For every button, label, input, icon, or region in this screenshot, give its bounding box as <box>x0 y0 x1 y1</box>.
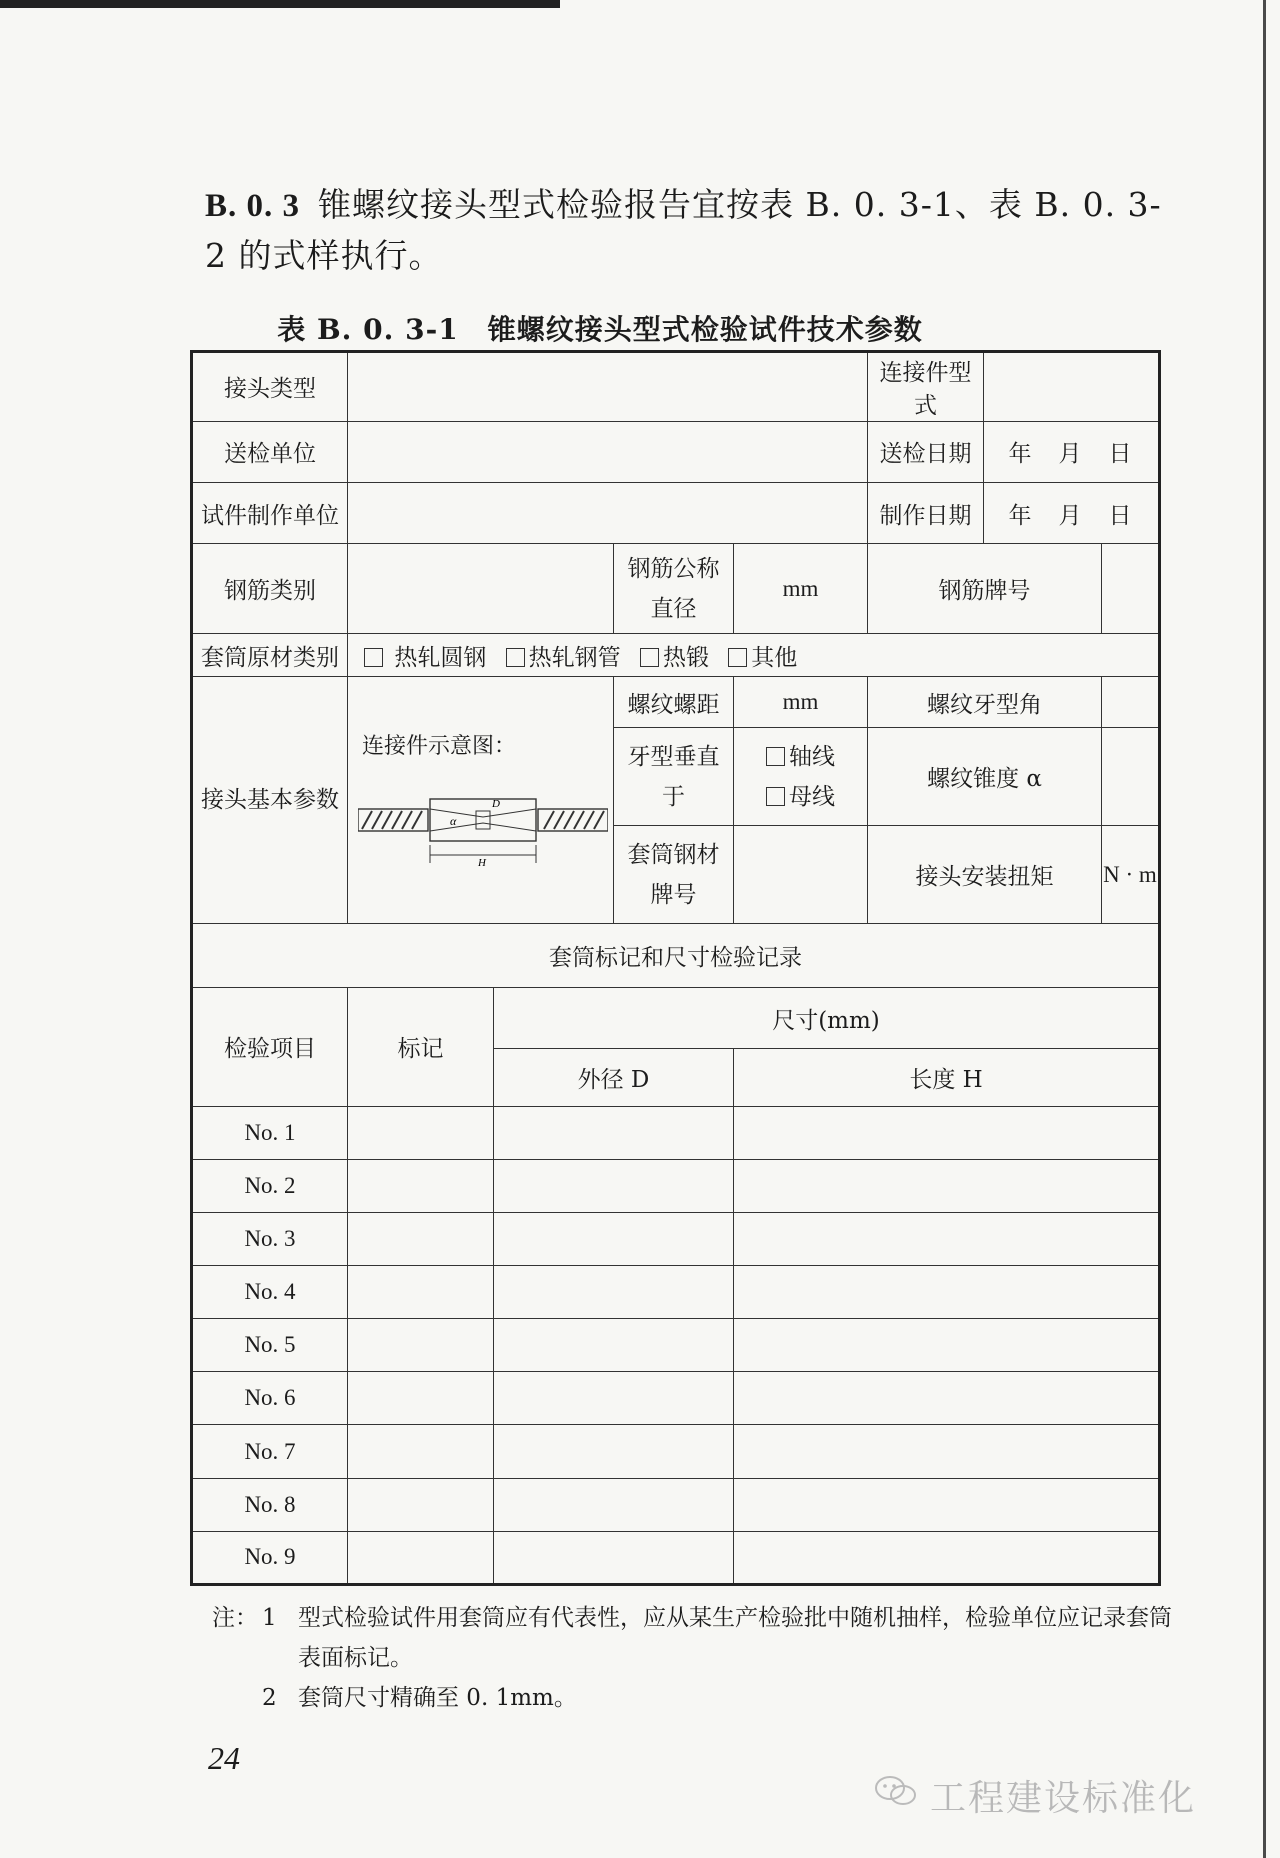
label-torque: 接头安装扭矩 <box>868 826 1102 924</box>
field-mark[interactable] <box>348 1531 494 1584</box>
perpendicular-options <box>734 728 868 826</box>
row-joint-type <box>192 352 1160 422</box>
field-mark[interactable] <box>348 1106 494 1159</box>
field-taper[interactable] <box>1102 728 1160 826</box>
sketch-label: 连接件示意图： <box>362 734 517 760</box>
header-mark: 标记 <box>348 987 494 1106</box>
label-basic-params: 接头基本参数 <box>192 677 348 924</box>
label-taper: 螺纹锥度 α <box>868 728 1102 826</box>
field-rebar-diameter[interactable]: mm <box>734 544 868 634</box>
header-length: 长度 H <box>734 1049 1160 1106</box>
row-submitter <box>192 421 1160 482</box>
label-thread-pitch: 螺纹螺距 <box>614 677 734 728</box>
row-label: No. 4 <box>192 1265 348 1318</box>
checkbox[interactable] <box>640 648 659 667</box>
row-label: No. 6 <box>192 1372 348 1425</box>
field-submit-date[interactable]: 年 月 日 <box>984 421 1160 482</box>
label-submitter: 送检单位 <box>192 421 348 482</box>
label-sleeve-steel-grade: 套筒钢材牌号 <box>614 826 734 924</box>
field-length[interactable] <box>734 1212 1160 1265</box>
field-sleeve-steel-grade[interactable] <box>734 826 868 924</box>
row-label: No. 7 <box>192 1425 348 1478</box>
table-row <box>192 1531 1160 1584</box>
label-joint-type: 接头类型 <box>192 352 348 422</box>
field-length[interactable] <box>734 1531 1160 1584</box>
field-outer-diameter[interactable] <box>494 1425 734 1478</box>
field-outer-diameter[interactable] <box>494 1319 734 1372</box>
row-label: No. 1 <box>192 1106 348 1159</box>
option-forged[interactable]: 热锻 <box>640 645 709 671</box>
field-outer-diameter[interactable] <box>494 1372 734 1425</box>
field-joint-type[interactable] <box>348 352 868 422</box>
label-make-date: 制作日期 <box>868 482 984 543</box>
field-length[interactable] <box>734 1372 1160 1425</box>
row-inspection-section <box>192 924 1160 987</box>
note-1-number: 1 <box>262 1605 277 1631</box>
row-label: No. 9 <box>192 1531 348 1584</box>
option-hot-rolled-tube[interactable]: 热轧钢管 <box>506 645 621 671</box>
option-generatrix[interactable]: 母线 <box>738 777 863 817</box>
field-mark[interactable] <box>348 1159 494 1212</box>
row-inspection-header-1 <box>192 987 1160 1048</box>
header-outer-diameter: 外径 D <box>494 1049 734 1106</box>
sketch-d: D <box>492 798 500 811</box>
field-mark[interactable] <box>348 1478 494 1531</box>
sleeve-material-options <box>348 634 1160 677</box>
row-label: No. 2 <box>192 1159 348 1212</box>
field-submitter[interactable] <box>348 421 868 482</box>
row-maker <box>192 482 1160 543</box>
spec-table <box>190 350 1161 1586</box>
field-length[interactable] <box>734 1106 1160 1159</box>
table-row <box>192 1319 1160 1372</box>
label-maker: 试件制作单位 <box>192 482 348 543</box>
field-outer-diameter[interactable] <box>494 1265 734 1318</box>
field-mark[interactable] <box>348 1319 494 1372</box>
checkbox[interactable] <box>766 747 785 766</box>
header-item: 检验项目 <box>192 987 348 1106</box>
field-length[interactable] <box>734 1478 1160 1531</box>
connector-sketch <box>348 677 614 924</box>
note-2 <box>212 1678 1172 1718</box>
page-number: 24 <box>208 1740 240 1776</box>
option-other[interactable]: 其他 <box>728 645 797 671</box>
sketch-alpha: α <box>450 814 457 829</box>
field-length[interactable] <box>734 1265 1160 1318</box>
top-rule <box>0 0 560 8</box>
field-maker[interactable] <box>348 482 868 543</box>
field-mark[interactable] <box>348 1372 494 1425</box>
field-rebar-type[interactable] <box>348 544 614 634</box>
notes <box>212 1598 1172 1718</box>
field-outer-diameter[interactable] <box>494 1478 734 1531</box>
label-perpendicular: 牙型垂直于 <box>614 728 734 826</box>
field-thread-pitch[interactable]: mm <box>734 677 868 728</box>
inspection-section-title: 套筒标记和尺寸检验记录 <box>192 924 1160 987</box>
field-connector-type[interactable] <box>984 352 1160 422</box>
label-rebar-type: 钢筋类别 <box>192 544 348 634</box>
table-row <box>192 1425 1160 1478</box>
field-outer-diameter[interactable] <box>494 1159 734 1212</box>
table-row <box>192 1212 1160 1265</box>
note-1-text: 型式检验试件用套筒应有代表性，应从某生产检验批中随机抽样，检验单位应记录套筒表面标记。 <box>298 1605 1172 1671</box>
table-row <box>192 1372 1160 1425</box>
table-row <box>192 1265 1160 1318</box>
checkbox[interactable] <box>506 648 525 667</box>
table-row <box>192 1106 1160 1159</box>
field-outer-diameter[interactable] <box>494 1106 734 1159</box>
header-size: 尺寸(mm) <box>494 987 1160 1048</box>
field-rebar-grade[interactable] <box>1102 544 1160 634</box>
field-torque[interactable]: N · m <box>1102 826 1160 924</box>
option-axis[interactable]: 轴线 <box>738 737 863 777</box>
connector-diagram <box>358 787 608 867</box>
row-label: No. 3 <box>192 1212 348 1265</box>
label-thread-angle: 螺纹牙型角 <box>868 677 1102 728</box>
notes-label: 注： <box>212 1605 258 1631</box>
intro-text: 锥螺纹接头型式检验报告宜按表 B. 0. 3-1、表 B. 0. 3-2 的式样执行。 <box>205 185 1162 275</box>
table-title: 表 B. 0. 3-1 锥螺纹接头型式检验试件技术参数 <box>277 313 923 346</box>
field-thread-angle[interactable] <box>1102 677 1160 728</box>
row-sleeve-material <box>192 634 1160 677</box>
note-2-number: 2 <box>262 1685 277 1711</box>
row-thread-pitch <box>192 677 1160 728</box>
field-mark[interactable] <box>348 1212 494 1265</box>
label-submit-date: 送检日期 <box>868 421 984 482</box>
field-length[interactable] <box>734 1425 1160 1478</box>
checkbox[interactable] <box>766 787 785 806</box>
field-outer-diameter[interactable] <box>494 1212 734 1265</box>
sketch-h: H <box>478 857 486 868</box>
section-number: B. 0. 3 <box>205 188 301 224</box>
watermark: 工程建设标准化 <box>930 1778 1197 1819</box>
table-row <box>192 1478 1160 1531</box>
field-mark[interactable] <box>348 1265 494 1318</box>
row-label: No. 5 <box>192 1319 348 1372</box>
note-2-text: 套筒尺寸精确至 0. 1mm。 <box>298 1685 577 1711</box>
label-rebar-grade: 钢筋牌号 <box>868 544 1102 634</box>
field-length[interactable] <box>734 1319 1160 1372</box>
field-make-date[interactable]: 年 月 日 <box>984 482 1160 543</box>
field-outer-diameter[interactable] <box>494 1531 734 1584</box>
table-row <box>192 1159 1160 1212</box>
checkbox[interactable] <box>728 648 747 667</box>
inspection-rows <box>192 1106 1160 1584</box>
checkbox[interactable] <box>364 648 383 667</box>
page-edge <box>1263 0 1266 1858</box>
field-mark[interactable] <box>348 1425 494 1478</box>
field-length[interactable] <box>734 1159 1160 1212</box>
note-1 <box>212 1598 1172 1678</box>
row-label: No. 8 <box>192 1478 348 1531</box>
label-connector-type: 连接件型式 <box>868 352 984 422</box>
row-rebar <box>192 544 1160 634</box>
intro-paragraph <box>205 180 1165 281</box>
option-hot-rolled-round[interactable]: 热轧圆钢 <box>364 645 486 671</box>
label-rebar-diameter: 钢筋公称直径 <box>614 544 734 634</box>
label-sleeve-material: 套筒原材类别 <box>192 634 348 677</box>
